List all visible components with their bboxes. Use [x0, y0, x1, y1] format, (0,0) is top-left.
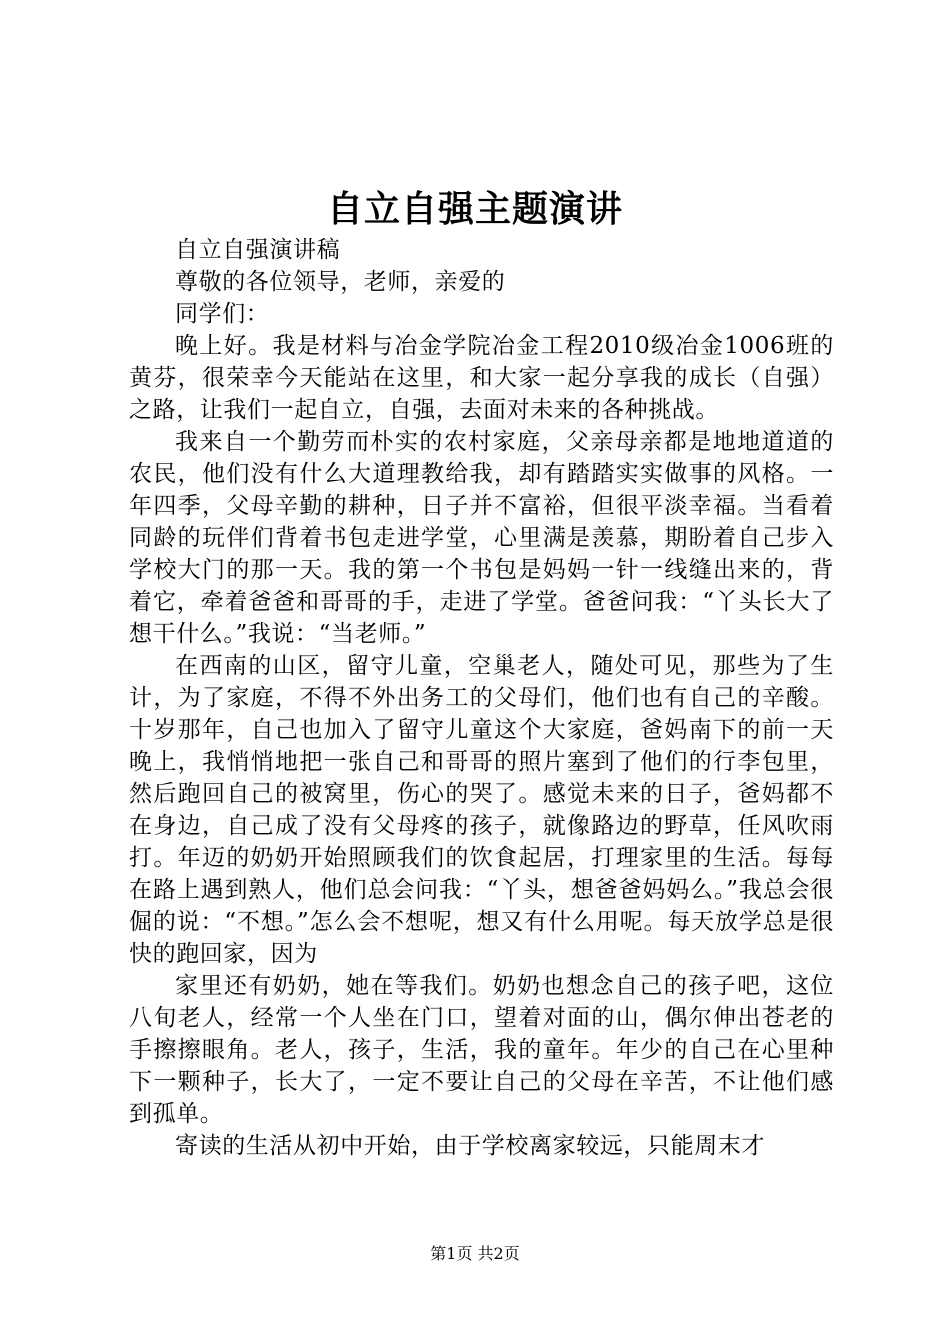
- document-title: 自立自强主题演讲: [326, 188, 623, 230]
- paragraph-family: 我来自一个勤劳而朴实的农村家庭，父亲母亲都是地地道道的农民，他们没有什么大道理教给我，却有踏踏实实做事的风格。一年四季，父母辛勤的耕种，日子并不富裕，但很平淡幸福。当看着同龄的玩伴们背着书包走进学堂，心里满是羡慕，期盼着自己步入学校大门的那一天。我的第一个书包是妈妈一针一线缝出来的，背着它，牵着爸爸和哥哥的手，走进了学堂。爸爸问我：“丫头长大了想干什么。”我说：“当老师。”: [129, 429, 834, 647]
- paragraph-grandmother: 家里还有奶奶，她在等我们。奶奶也想念自己的孩子吧，这位八旬老人，经常一个人坐在门口，望着对面的山，偶尔伸出苍老的手擦擦眼角。老人，孩子，生活，我的童年。年少的自己在心里种下一颗种子，长大了，一定不要让自己的父母在辛苦，不让他们感到孤单。: [129, 973, 834, 1127]
- paragraph-greeting: 晚上好。我是材料与冶金学院冶金工程2010级冶金1006班的黄芬，很荣幸今天能站在这里，和大家一起分享我的成长（自强）之路，让我们一起自立，自强，去面对未来的各种挑战。: [129, 333, 834, 423]
- paragraph-left-behind: 在西南的山区，留守儿童，空巢老人，随处可见，那些为了生计，为了家庭，不得不外出务工的父母们，他们也有自己的辛酸。十岁那年，自己也加入了留守儿童这个大家庭，爸妈南下的前一天晚上，我悄悄地把一张自己和哥哥的照片塞到了他们的行李包里，然后跑回自己的被窝里，伤心的哭了。感觉未来的日子，爸妈都不在身边，自己成了没有父母疼的孩子，就像路边的野草，任风吹雨打。年迈的奶奶开始照顾我们的饮食起居，打理家里的生活。每每在路上遇到熟人，他们总会问我：“丫头，想爸爸妈妈么。”我总会很倔的说：“不想。”怎么会不想呢，想又有什么用呢。每天放学总是很快的跑回家，因为: [129, 653, 834, 967]
- paragraph-heading: 自立自强演讲稿: [175, 237, 341, 263]
- page-number-footer: 第1页 共2页: [430, 1244, 520, 1263]
- document-body: [129, 234, 834, 1162]
- paragraph-salutation-cont: 同学们：: [175, 301, 270, 327]
- paragraph-boarding: 寄读的生活从初中开始，由于学校离家较远，只能周末才: [175, 1133, 765, 1159]
- paragraph-salutation: 尊敬的各位领导，老师，亲爱的: [175, 269, 506, 295]
